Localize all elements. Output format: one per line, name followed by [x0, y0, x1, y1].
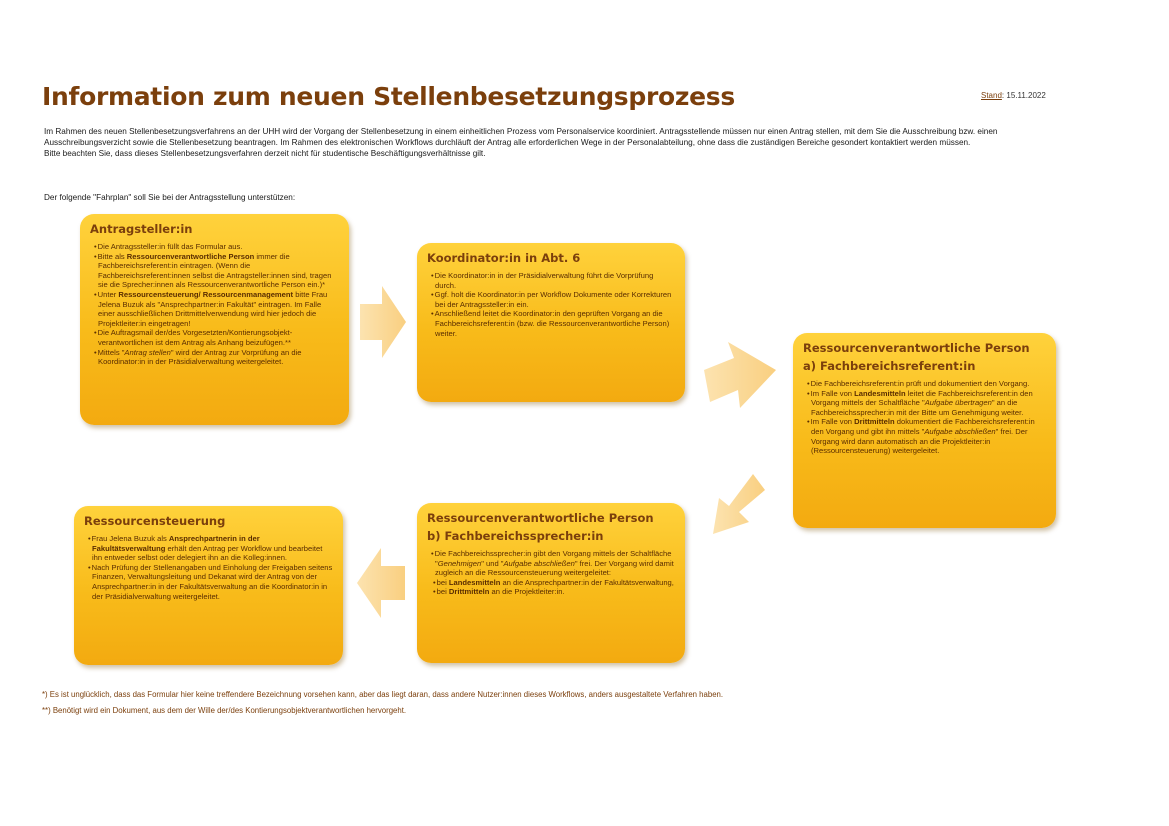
arrow-left-icon: [357, 548, 405, 618]
text-segment: " an die Fachbereichssprecher:in mit der Bitte um Genehmigung weiter.: [811, 398, 1024, 417]
list-item: [90, 242, 339, 252]
list-item: [90, 290, 339, 328]
box-ressourcensteuerung: [74, 506, 343, 665]
text-segment: Die Auftragsmail der/des Vorgesetzten/Kontierungsobjekt-verantwortlichen ist dem Antrag als Anhang beizufügen.**: [97, 328, 293, 347]
list-item: [427, 587, 675, 597]
bold-text: Drittmitteln: [448, 587, 490, 597]
list-item: [427, 309, 675, 338]
text-segment: Bitte als: [97, 251, 127, 261]
list-item: [427, 549, 675, 578]
text-segment: Die Antragssteller:in füllt das Formular aus.: [97, 242, 243, 251]
text-segment: Die Koordinator:in in der Präsidialverwaltung führt die Vorprüfung durch.: [434, 271, 654, 290]
italic-text: Genehmigen: [437, 558, 482, 568]
italic-text: Aufgabe abschließen: [503, 558, 575, 568]
text-segment: " und ": [481, 558, 504, 568]
bold-text: Drittmitteln: [854, 417, 895, 427]
list-item: [803, 379, 1046, 389]
box-list: [803, 379, 1046, 456]
text-segment: an die Ansprechpartner:in der Fakultätsverwaltung,: [500, 577, 674, 587]
arrow-down-left-icon: [707, 472, 767, 538]
list-item: [84, 534, 333, 563]
box-title: Ressourcenverantwortliche Person: [427, 511, 654, 525]
text-segment: immer die Fachbereichsreferent:in eintragen. (Wenn die Fachbereichsreferent:innen selbst die Antragsteller:innen sind, tragen sie die Sprecher:innen als Ressourcenverantwortliche Person ein.)*: [98, 251, 332, 290]
italic-text: Antrag stellen: [124, 347, 171, 357]
footnote-1: *) Es ist unglücklich, dass das Formular hier keine treffendere Bezeichnung vorsehen kann, aber das liegt daran, dass andere Nutzer:innen dieses Workflows, anders ausgestaltete Verfahren haben.: [42, 690, 724, 699]
list-item: [427, 290, 675, 309]
box-title: Ressourcensteuerung: [84, 514, 226, 528]
text-segment: Im Falle von: [810, 417, 855, 427]
text-segment: Die Fachbereichssprecher:in gibt den Vorgang mittels der Schaltfläche ": [434, 549, 672, 568]
text-segment: Anschließend leitet die Koordinator:in den geprüften Vorgang an die Fachbereichsreferent:in (bzw. die Ressourcenverantwortliche Person) weiter.: [434, 309, 670, 338]
box-subtitle: a) Fachbereichsreferent:in: [803, 359, 976, 373]
stand-label: Stand: [981, 91, 1002, 100]
box-title: Koordinator:in in Abt. 6: [427, 251, 581, 265]
list-item: [90, 252, 339, 290]
box-fachbereichsreferent: [793, 333, 1056, 528]
box-subtitle: b) Fachbereichssprecher:in: [427, 529, 604, 543]
stand-value: 15.11.2022: [1006, 91, 1046, 100]
box-antragsteller: [80, 214, 349, 425]
box-list: [84, 534, 333, 601]
text-segment: " frei. Der Vorgang wird damit zugleich an die Ressourcensteuerung weitergeleitet:: [435, 558, 674, 578]
bold-text: Ressourcenverantwortliche Person: [126, 251, 255, 261]
text-segment: " wird der Antrag zur Vorprüfung an die Koordinator:in in der Präsidialverwaltung weitergeleitet.: [98, 347, 302, 367]
list-item: [84, 563, 333, 601]
text-segment: Frau Jelena Buzuk als: [91, 534, 169, 543]
text-segment: bei: [436, 587, 449, 597]
text-segment: dokumentiert die Fachbereichsreferent:in den Vorgang und gibt ihn mittels ": [811, 417, 1035, 436]
text-segment: leitet die Fachbereichsreferent:in den Vorgang mittels der Schaltfläche ": [811, 388, 1033, 408]
box-list: [90, 242, 339, 367]
box-fachbereichssprecher: [417, 503, 685, 663]
text-segment: Nach Prüfung der Stellenangaben und Einholung der Freigaben seitens Finanzen, Verwaltungsleitung und Dekanat wird der Antrag von der Ansprechpartner:in in der Fakultätsverwaltung an die Koordinator:in in der Präsidialverwaltung weitergeleitet.: [91, 562, 333, 601]
footnote-2: **) Benötigt wird ein Dokument, aus dem der Wille der/des Kontierungsobjektverantwortlichen hervorgeht.: [42, 706, 407, 715]
text-segment: " frei. Der Vorgang wird dann automatisch an die Projektleiter:in (Ressourcensteuerung) weitergeleitet.: [811, 426, 1028, 456]
list-item: [803, 389, 1046, 418]
bold-text: Landesmitteln: [854, 388, 906, 398]
text-segment: bitte Frau Jelena Buzuk als "Ansprechpartner:in Fakultät" eintragen. Im Falle einer ausschließlichen Drittmittelverwendung wird hier jedoch die Projektleiter:in eingetragen!: [98, 289, 328, 328]
stand-separator: :: [1001, 91, 1005, 100]
page-title: Information zum neuen Stellenbesetzungsprozess: [42, 82, 735, 111]
arrow-right-icon: [360, 286, 406, 358]
intro-text: [44, 126, 1004, 160]
intro-paragraph-1: Im Rahmen des neuen Stellenbesetzungsverfahrens an der UHH wird der Vorgang der Stellenbesetzung in einem einheitlichen Prozess vom Personalservice koordiniert. Antragsstellende müssen nur einen Antrag stellen, mit dem Sie die Ausschreibung bzw. einen Ausschreibungsverzicht sowie die Stellenbesetzung beantragen. Im Rahmen des elektronischen Workflows durchläuft der Antrag alle erforderlichen Wege in der Personalabteilung, ohne dass die zuständigen Bereiche gesondert kontaktiert werden müssen.: [44, 127, 998, 148]
list-item: [803, 417, 1046, 455]
bold-text: Landesmitteln: [448, 577, 501, 587]
text-segment: Mittels ": [97, 347, 125, 357]
list-item: [90, 328, 339, 347]
text-segment: Ggf. holt die Koordinator:in per Workflow Dokumente oder Korrekturen bei der Antragssteller:in ein.: [434, 290, 672, 309]
box-list: [427, 549, 675, 597]
text-segment: erhält den Antrag per Workflow und bearbeitet ihn entweder selbst oder delegiert ihn an die Kolleg:innen.: [92, 543, 323, 563]
fahrplan-text: Der folgende "Fahrplan" soll Sie bei der Antragsstellung unterstützen:: [44, 193, 296, 202]
list-item: [427, 271, 675, 290]
text-segment: an die Projektleiter:in.: [489, 587, 565, 597]
list-item: [427, 578, 675, 588]
intro-paragraph-2: Bitte beachten Sie, dass dieses Stellenbesetzungsverfahren derzeit nicht für studentische Beschäftigungsverhältnisse gilt.: [44, 149, 486, 159]
italic-text: Aufgabe übertragen: [924, 398, 992, 408]
text-segment: Die Fachbereichsreferent:in prüft und dokumentiert den Vorgang.: [810, 379, 1030, 388]
stand-date: [981, 91, 1046, 100]
box-koordinator: [417, 243, 685, 402]
italic-text: Aufgabe abschließen: [924, 426, 996, 436]
text-segment: Im Falle von: [810, 388, 855, 398]
box-title: Antragsteller:in: [90, 222, 193, 236]
text-segment: Unter: [97, 289, 119, 299]
text-segment: bei: [436, 577, 449, 587]
arrow-down-right-icon: [698, 340, 778, 410]
bold-text: Ressourcensteuerung/ Ressourcenmanagement: [118, 289, 294, 299]
list-item: [90, 348, 339, 367]
box-list: [427, 271, 675, 338]
bold-text: Ansprechpartnerin in der Fakultätsverwaltung: [92, 534, 260, 553]
box-title: Ressourcenverantwortliche Person: [803, 341, 1030, 355]
